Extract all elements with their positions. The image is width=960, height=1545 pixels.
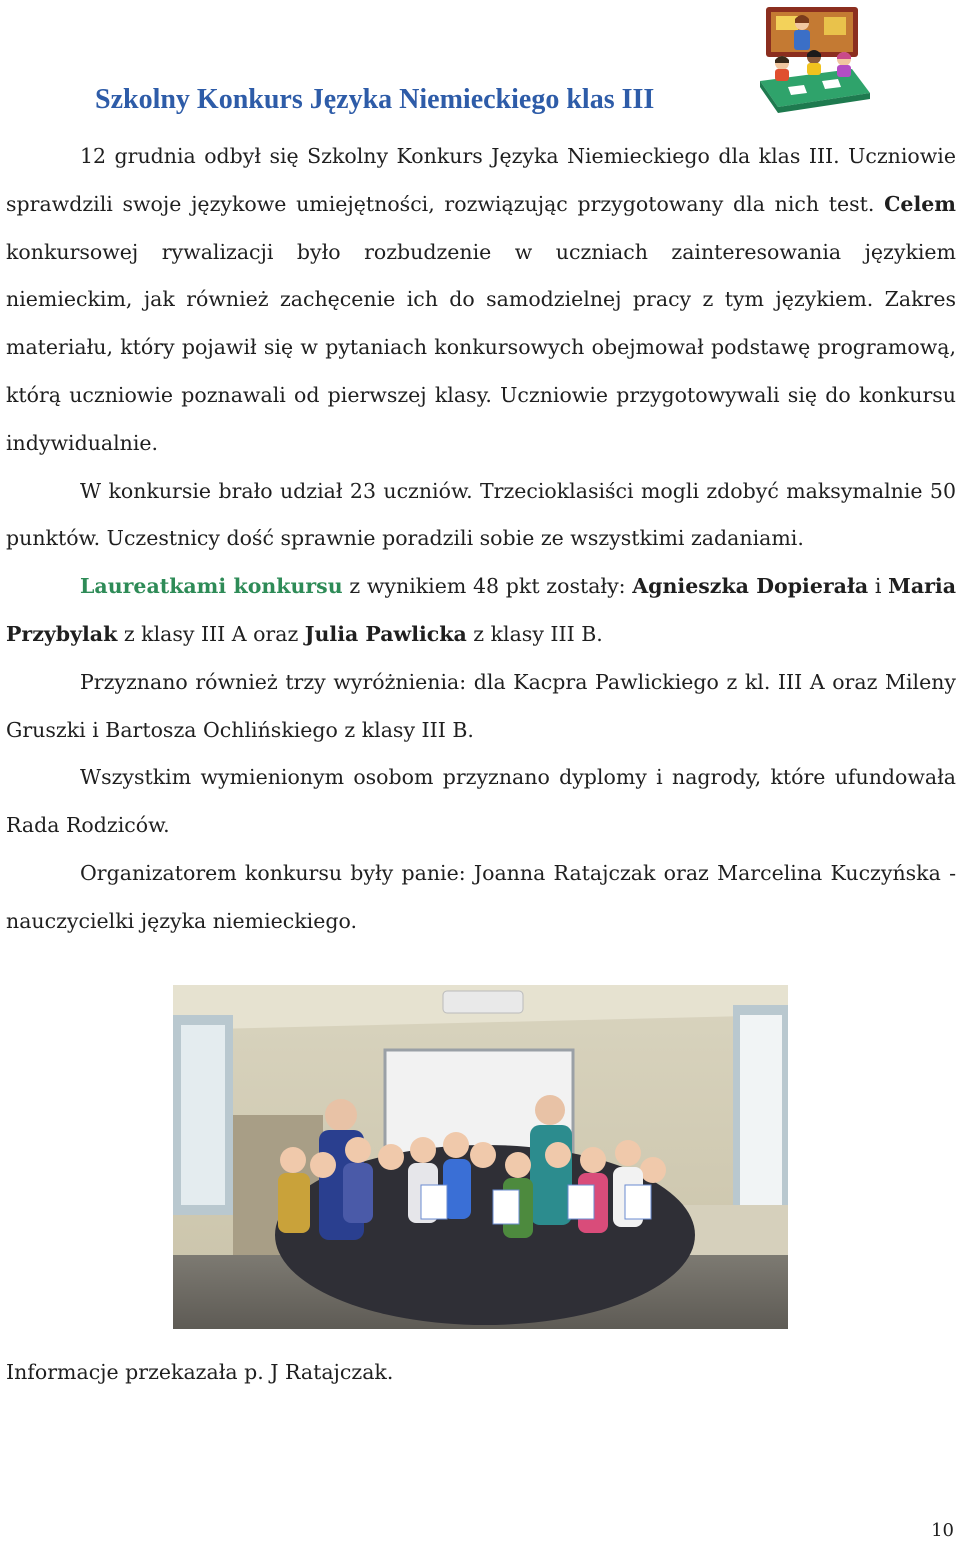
paragraph-participants: W konkursie brało udział 23 uczniów. Trzecioklasiści mogli zdobyć maksymalnie 50 punktów. Uczestnicy dość sprawnie poradzili sobie ze wszystkimi zadaniami. bbox=[6, 478, 956, 551]
classroom-clipart bbox=[752, 3, 874, 115]
laureates-highlight: Laureatkami konkursu bbox=[80, 574, 343, 599]
paragraph-organizers: Organizatorem konkursu były panie: Joanna Ratajczak oraz Marcelina Kuczyńska - nauczycielki języka niemieckiego. bbox=[6, 860, 956, 933]
laureate-name: Agnieszka Dopierała bbox=[632, 574, 869, 599]
paragraph-intro: 12 grudnia odbył się Szkolny Konkurs Języka Niemieckiego dla klas III. Uczniowie sprawdzili swoje językowe umiejętności, rozwiązując przygotowany dla nich test. Celem konkursowej rywalizacji było rozbudzenie w uczniach zainteresowania językiem niemieckim, jak również zachęcenie ich do samodzielnej pracy z tym językiem. Zakres materiału, który pojawił się w pytaniach konkursowych obejmował podstawę programową, którą uczniowie poznawali od pierwszej klasy. Uczniowie przygotowywali się do konkursu indywidualnie. bbox=[6, 144, 956, 455]
page-title: Szkolny Konkurs Języka Niemieckiego klas III bbox=[95, 84, 655, 115]
laureate-name: Maria Przybylak bbox=[6, 574, 956, 646]
paragraph-awards: Wszystkim wymienionym osobom przyznano dyplomy i nagrody, które ufundowała Rada Rodziców. bbox=[6, 765, 956, 838]
group-photo bbox=[173, 985, 788, 1329]
article-body bbox=[6, 133, 956, 946]
paragraph-distinctions: Przyznano również trzy wyróżnienia: dla Kacpra Pawlickiego z kl. III A oraz Mileny Gruszki i Bartosza Ochlińskiego z klasy III B. bbox=[6, 669, 956, 742]
paragraph-laureates: Laureatkami konkursu z wynikiem 48 pkt zostały: Agnieszka Dopierała i Maria Przybylak z klasy III A oraz Julia Pawlicka z klasy III B. bbox=[6, 574, 956, 646]
page-number: 10 bbox=[931, 1520, 954, 1541]
laureate-name: Julia Pawlicka bbox=[304, 621, 467, 646]
footer-info: Informacje przekazała p. J Ratajczak. bbox=[6, 1360, 394, 1384]
